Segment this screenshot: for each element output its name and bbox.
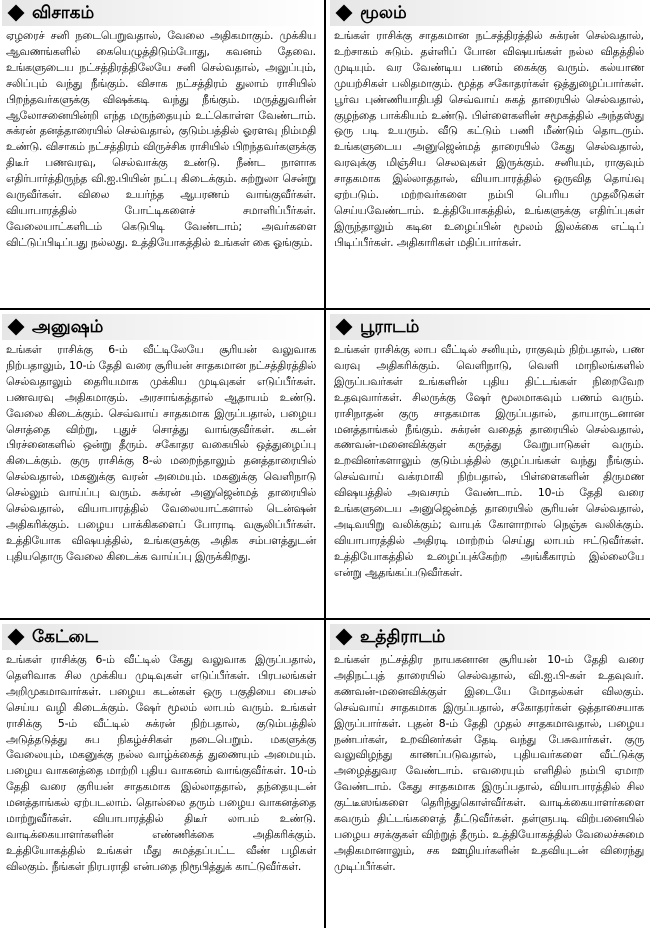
section-kettai [2, 624, 320, 928]
section-header [330, 0, 648, 26]
section-title: கேட்டை [32, 627, 99, 647]
section-header [2, 624, 320, 650]
section-header [2, 0, 320, 26]
row-divider-2 [0, 618, 650, 620]
diamond-bullet-icon [336, 5, 353, 22]
section-anusham [2, 314, 320, 616]
section-pooradam [330, 314, 648, 616]
section-body: உங்கள் ராசிக்கு சாதகமான நட்சத்திரத்தில் சுக்ரன் செல்வதால், உற்சாகம் சுடும். தள்ளிப் போன விஷயங்கள் நல்ல விதத்தில் முடியும். வர வேண்டிய பணம் கைக்கு வரும். கல்யாண முயற்சிகள் பலிதமாகும். மூத்த சகோதரர்கள் ஒத்துழைப்பார்கள். பூர்வ புண்ணியாதிபதி செவ்வாய் சுகத் தாரையில் செல்வதால், குழந்தை பாக்கியம் உண்டு. பிள்ளைகளின் சமூகத்தில் அந்தஸ்து ஒரு படி உயரும். வீடு கட்டும் பணி மீண்டும் தொடரும். உங்களுடைய அனுஜென்மத் தாரையில் கேது செல்வதால், வரவுக்கு மிஞ்சிய செலவுகள் இருக்கும். சனியும், ராகுவும் சாதகமாக இல்லாததால், வியாபாரத்தில் ஒருவித தொய்வு ஏற்படும். மற்றவர்களை நம்பி பெரிய முதலீடுகள் செய்யவேண்டாம். உத்தியோகத்தில், உங்களுக்கு எதிர்ப்புகள் இருந்தாலும் கடின உழைப்பின் மூலம் இலக்கை எட்டிப் பிடிப்பீர்கள். அதிகாரிகள் மதிப்பார்கள். [334, 29, 644, 249]
section-body: ஏழரைச் சனி நடைபெறுவதால், வேலை அதிகமாகும். முக்கிய ஆவணங்களில் கையெழுத்திடும்போது, கவனம் தேவை. உங்களுடைய நட்சத்திரத்திலேயே சனி செல்வதால், அலுப்பும், சலிப்பும் வந்து நீங்கும். விசாக நட்சத்திரம் துலாம் ராசியில் பிறந்தவர்களுக்கு விஷக்கடி வந்து நீங்கும். மருத்துவரின் ஆலோசனையின்றி எந்த மருந்தையும் உட்கொள்ள வேண்டாம். சுக்ரன் தனத்தாரையில் செல்வதால், குடும்பத்தில் ஓரளவு நிம்மதி உண்டு. விசாகம் நட்சத்திரம் விருச்சிக ராசியில் பிறந்தவர்களுக்கு திடீர் பணவரவு, செல்வாக்கு உண்டு. நீண்ட நாளாக எதிர்பார்த்திருந்த வி.ஐ.பியின் நட்பு கிடைக்கும். சுற்றுலா சென்று வருவீர்கள். விலை உயர்ந்த ஆபரணம் வாங்குவீர்கள். வியாபாரத்தில் போட்டிகளைச் சமாளிப்பீர்கள். வேலையாட்களிடம் கெடுபிடி வேண்டாம்; அவர்களை விட்டுப்பிடிப்பது நல்லது. உத்தியோகத்தில் உங்கள் கை ஓங்கும். [6, 29, 316, 249]
section-moolam [330, 0, 648, 306]
section-title: பூராடம் [360, 317, 420, 337]
section-body: உங்கள் நட்சத்திர நாயகனான சூரியன் 10-ம் தேதி வரை அதிநட்புத் தாரையில் செல்வதால், வி.ஐ.பி-கள் உதவுவர். கணவன்-மனைவிக்குள் இடையே மோதல்கள் விலகும். செவ்வாய் சாதகமாக இருப்பதால், சகோதரர்கள் ஒத்தாசையாக இருப்பார்கள். புதன் 8-ம் தேதி முதல் சாதகமாவதால், பழைய நண்பர்கள், உறவினர்கள் தேடி வந்து பேசுவார்கள். குரு வலுவிழந்து காணப்படுவதால், புதியவர்களை வீட்டுக்கு அழைத்துவர வேண்டாம். எவரையும் எளிதில் நம்பி ஏமாற வேண்டாம். கேது சாதகமாக இருப்பதால், வியாபாரத்தில் சில குட்டீஸங்களை தெரிந்துகொள்வீர்கள். வாடிக்கையாளர்களை கவரும் திட்டங்களைத் தீட்டுவீர்கள். தள்ளுபடி விற்பனையில் பழைய சரக்குகள் விற்றுத் தீரும். உத்தியோகத்தில் வேலைச்சுமை அதிகமானாலும், சக ஊழியர்களின் உதவியுடன் விரைந்து முடிப்பீர்கள். [334, 653, 644, 873]
section-header [330, 624, 648, 650]
section-header [2, 314, 320, 340]
diamond-bullet-icon [8, 319, 25, 336]
diamond-bullet-icon [336, 629, 353, 646]
section-title: அனுஷம் [32, 317, 104, 337]
diamond-bullet-icon [8, 629, 25, 646]
diamond-bullet-icon [8, 5, 25, 22]
section-title: உத்திராடம் [360, 627, 446, 647]
diamond-bullet-icon [336, 319, 353, 336]
column-divider [324, 0, 326, 928]
section-body: உங்கள் ராசிக்கு 6-ம் வீட்டிலேயே சூரியன் வலுவாக நிற்பதாலும், 10-ம் தேதி வரை சூரியன் சாதகமான நட்சத்திரத்தில் செல்வதாலும் தைரியமாக முக்கிய முடிவுகள் எடுப்பீர்கள். பணவரவு அதிகமாகும். அரசாங்கத்தால் ஆதாயம் உண்டு. வேலை கிடைக்கும். செவ்வாய் சாதகமாக இருப்பதால், பழைய சொத்தை விற்று, புதுச் சொத்து வாங்குவீர்கள். கடன் பிரச்னைகளில் ஒன்று தீரும். சகோதர வகையில் ஒத்துழைப்பு கிடைக்கும். குரு ராசிக்கு 8-ல் மறைந்தாலும் தனத்தாரையில் செல்வதால், மகனுக்கு வரன் அமையும். மகனுக்கு வெளிநாடு செல்லும் வாய்ப்பு வரும். சுக்ரன் அனுஜென்மத் தாரையில் செல்வதால், வியாபாரத்தில் வேலையாட்களால் டென்ஷன் அதிகரிக்கும். பழைய பாக்கிகளைப் போராடி வசூலிப்பீர்கள். உத்தியோக விஷயத்தில், உங்களுக்கு அதிக சம்பளத்துடன் புதியதொரு வேலை கிடைக்க வாய்ப்பு இருக்கிறது. [6, 343, 316, 563]
section-header [330, 314, 648, 340]
section-title: மூலம் [360, 3, 407, 23]
section-body: உங்கள் ராசிக்கு லாப வீட்டில் சனியும், ராகுவும் நிற்பதால், பண வரவு அதிகரிக்கும். வெளிநாடு, வெளி மாநிலங்களில் இருப்பவர்கள் உங்களின் புதிய திட்டங்கள் நிறைவேற உதவுவார்கள். சிலருக்கு ஷேர் மூலமாகவும் பணம் வரும். ராசிநாதன் குரு சாதகமாக இருப்பதால், தாயாருடனான மனத்தாங்கல் நீங்கும். சுக்ரன் வதைத் தாரையில் செல்வதால், கணவன்-மனைவிக்குள் கருத்து வேறுபாடுகள் வரும். உறவினர்களாலும் குடும்பத்தில் குழப்பங்கள் வந்து நீங்கும். செவ்வாய் வக்ரமாகி நிற்பதால், பிள்ளைகளின் திருமண விஷயத்தில் அவசரம் வேண்டாம். 10-ம் தேதி வரை உங்களுடைய அனுஜென்மத் தாரையில் சூரியன் செல்வதால், அடிவயிறு வலிக்கும்; வாயுக் கோளாறால் நெஞ்சு வலிக்கும். வியாபாரத்தில் அதிரடி மாற்றம் செய்து லாபம் ஈட்டுவீர்கள். உத்தியோகத்தில் உழைப்புக்கேற்ற அங்கீகாரம் இல்லையே என்று ஆதங்கப்படுவீர்கள். [334, 343, 644, 579]
section-uthiradam [330, 624, 648, 928]
section-body: உங்கள் ராசிக்கு 6-ம் வீட்டில் கேது வலுவாக இருப்பதால், தெளிவாக சில முக்கிய முடிவுகள் எடுப்பீர்கள். பிரபலங்கள் அறிமுகமாவார்கள். பழைய கடன்கள் ஒரு பகுதியை பைசல் செய்ய வழி கிடைக்கும். ஷேர் மூலம் லாபம் வரும். உங்கள் ராசிக்கு 5-ம் வீட்டில் சுக்ரன் நிற்பதால், குடும்பத்தில் அடுத்தடுத்து சுப நிகழ்ச்சிகள் நடைபெறும். மகளுக்கு வேலையும், மகனுக்கு நல்ல வாழ்க்கைத் துணையும் அமையும். பழைய வாகனத்தை மாற்றி புதிய வாகனம் வாங்குவீர்கள். 10-ம் தேதி வரை குரியன் சாதகமாக இல்லாததால், தந்தையுடன் மனத்தாங்கல் ஏற்படலாம். தொல்லை தரும் பழைய வாகனத்தை மாற்றுவீர்கள். வியாபாரத்தில் திடீர் லாபம் உண்டு. வாடிக்கையாளர்களின் எண்ணிக்கை அதிகரிக்கும். உத்தியோகத்தில் உங்கள் மீது சுமத்தப்பட்ட வீண் பழிகள் விலகும். நீங்கள் நிரபராதி என்பதை நிரூபித்துக் காட்டுவீர்கள். [6, 653, 316, 873]
section-visakam [2, 0, 320, 306]
section-title: விசாகம் [32, 3, 95, 23]
row-divider-1 [0, 308, 650, 310]
